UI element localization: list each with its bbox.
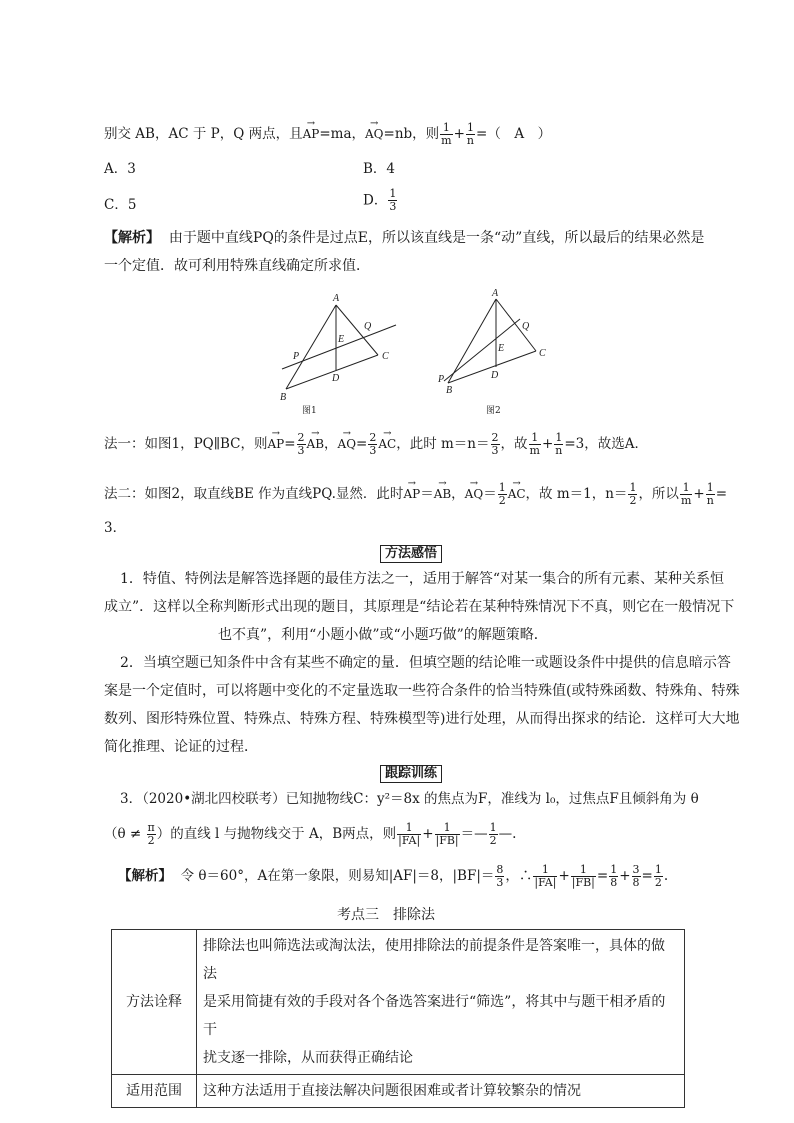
table-row <box>112 1075 685 1108</box>
segment-ac <box>336 305 378 355</box>
q3-line2: （θ ≠ $\frac{\pi}{2}$ ）的直线 l 与抛物线交于 A，B两点，则 $\frac{1}{|FA|}$ + $\frac{1}{|FB|}$ ＝— $\frac{1}{2}$ —. <box>104 821 517 847</box>
option-c: C．5 <box>104 197 137 213</box>
question-line: 别交 AB，AC 于 P，Q 两点，且→ AP=ma，→ AQ=nb，则 $\frac{1}{m}$ + $\frac{1}{n}$ =（ A ） <box>104 122 551 147</box>
table-cell-method: 排除法也叫筛选法或淘汰法，使用排除法的前提条件是答案唯一，具体的做法 是采用简捷有效的手段对各个备选答案进行“筛选”，将其中与题干相矛盾的干 扰支逐一排除，从而获得正确结论 <box>197 930 685 1075</box>
figure-2 <box>444 299 536 383</box>
line-pq <box>282 325 396 369</box>
table-row <box>112 930 685 1075</box>
section-title-insight: 方法感悟 <box>380 545 442 563</box>
method-table <box>111 929 685 1108</box>
fraction-1-n: $\frac{1}{n}$ <box>466 121 475 147</box>
fig2-label-a: A <box>492 288 499 299</box>
method-two-line2: 3． <box>104 520 127 536</box>
insight-p1-line2: 成立”．这样以全称判断形式出现的题目，其原理是“结论若在某种特殊情况下不真，则它在一般情况下 <box>104 599 735 615</box>
fig2-label-d: D <box>491 370 499 381</box>
insight-p1-line1: 1．特值、特例法是解答选择题的最佳方法之一，适用于解答“对某一集合的所有元素、某种关系恒 <box>120 571 725 587</box>
insight-p2-line2: 案是一个定值时，可以将题中变化的不定量选取一些符合条件的恰当特殊值(或特殊函数、特殊角、特殊 <box>104 683 740 699</box>
option-b: B．4 <box>363 161 396 177</box>
insight-p2-line3: 数列、图形特殊位置、特殊点、特殊方程、特殊模型等)进行处理，从而得出探求的结论．这样可大大地 <box>104 711 740 727</box>
fig1-caption: 图1 <box>302 406 317 415</box>
method-one: 法一：如图1，PQ∥BC，则→ AP= $\frac{2}{3}$ → AB，→ AQ= $\frac{2}{3}$ → AC，此时 m＝n＝ $\frac{2}{3}$ ，故 $\frac{1}{m}$ + $\frac{1}{n}$ =3，故选A． <box>104 432 648 457</box>
table-label-method: 方法诠释 <box>112 930 197 1075</box>
fig2-label-q: Q <box>522 321 530 332</box>
q3-analysis: 【解析】 令 θ＝60°，A在第一象限，则易知|AF|＝8，|BF|＝ $\frac{8}{3}$ ，∴ $\frac{1}{|FA|}$ + $\frac{1}{|FB|}$ = $\frac{1}{8}$ + $\frac{3}{8}$ = $\frac{1}{2}$ . <box>118 863 669 889</box>
fig1-label-p: P <box>293 351 300 362</box>
fig2-label-p: P <box>438 374 445 385</box>
fig2-caption: 图2 <box>486 406 501 415</box>
line-be <box>444 319 520 381</box>
analysis-tag: 【解析】 <box>104 230 160 246</box>
analysis-paragraph: 【解析】 由于题中直线PQ的条件是过点E，所以该直线是一条“动”直线，所以最后的结果必然是 <box>104 230 705 246</box>
insight-p2-line1: 2．当填空题已知条件中含有某些不确定的量．但填空题的结论唯一或题设条件中提供的信息暗示答 <box>120 655 731 671</box>
fig1-label-a: A <box>333 293 340 304</box>
section-title-practice: 跟踪训练 <box>380 765 442 783</box>
fig1-label-c: C <box>382 351 389 362</box>
analysis-line2: 一个定值．故可利用特殊直线确定所求值． <box>104 258 370 274</box>
fraction-1-m: $\frac{1}{m}$ <box>441 121 452 147</box>
fig2-label-e: E <box>498 343 505 354</box>
option-d: D． $\frac{1}{3}$ <box>363 187 397 213</box>
table-cell-scope: 这种方法适用于直接法解决问题很困难或者计算较繁杂的情况 <box>197 1075 685 1108</box>
option-a: A．3 <box>104 161 136 177</box>
geometry-figures <box>270 285 560 415</box>
table-label-scope: 适用范围 <box>112 1075 197 1108</box>
fig1-label-d: D <box>332 373 340 384</box>
vector-ap: → AP <box>303 125 320 143</box>
fig2-label-b: B <box>446 385 453 396</box>
method-two: 法二：如图2，取直线BE 作为直线PQ.显然．此时→ AP＝→ AB，→ AQ＝ $\frac{1}{2}$ → AC，故 m＝1，n＝ $\frac{1}{2}$ ，所以 $\frac{1}{m}$ + $\frac{1}{n}$ = <box>104 482 727 507</box>
fig1-label-e: E <box>338 334 345 345</box>
kaodian-title: 考点三 排除法 <box>337 907 435 923</box>
vector-aq: → AQ <box>365 125 384 143</box>
fig1-label-q: Q <box>364 321 372 332</box>
segment-ab <box>448 299 496 383</box>
segment-ab <box>286 305 336 389</box>
insight-p1-line3: 也不真”，利用“小题小做”或“小题巧做”的解题策略． <box>218 627 548 643</box>
insight-p2-line4: 简化推理、论证的过程． <box>104 739 258 755</box>
fig1-label-b: B <box>280 392 287 403</box>
q3-line1: 3．（2020•湖北四校联考）已知抛物线C：y²＝8x 的焦点为F，准线为 l₀，过焦点F且倾斜角为 θ <box>120 791 699 807</box>
fig2-label-c: C <box>539 348 546 359</box>
